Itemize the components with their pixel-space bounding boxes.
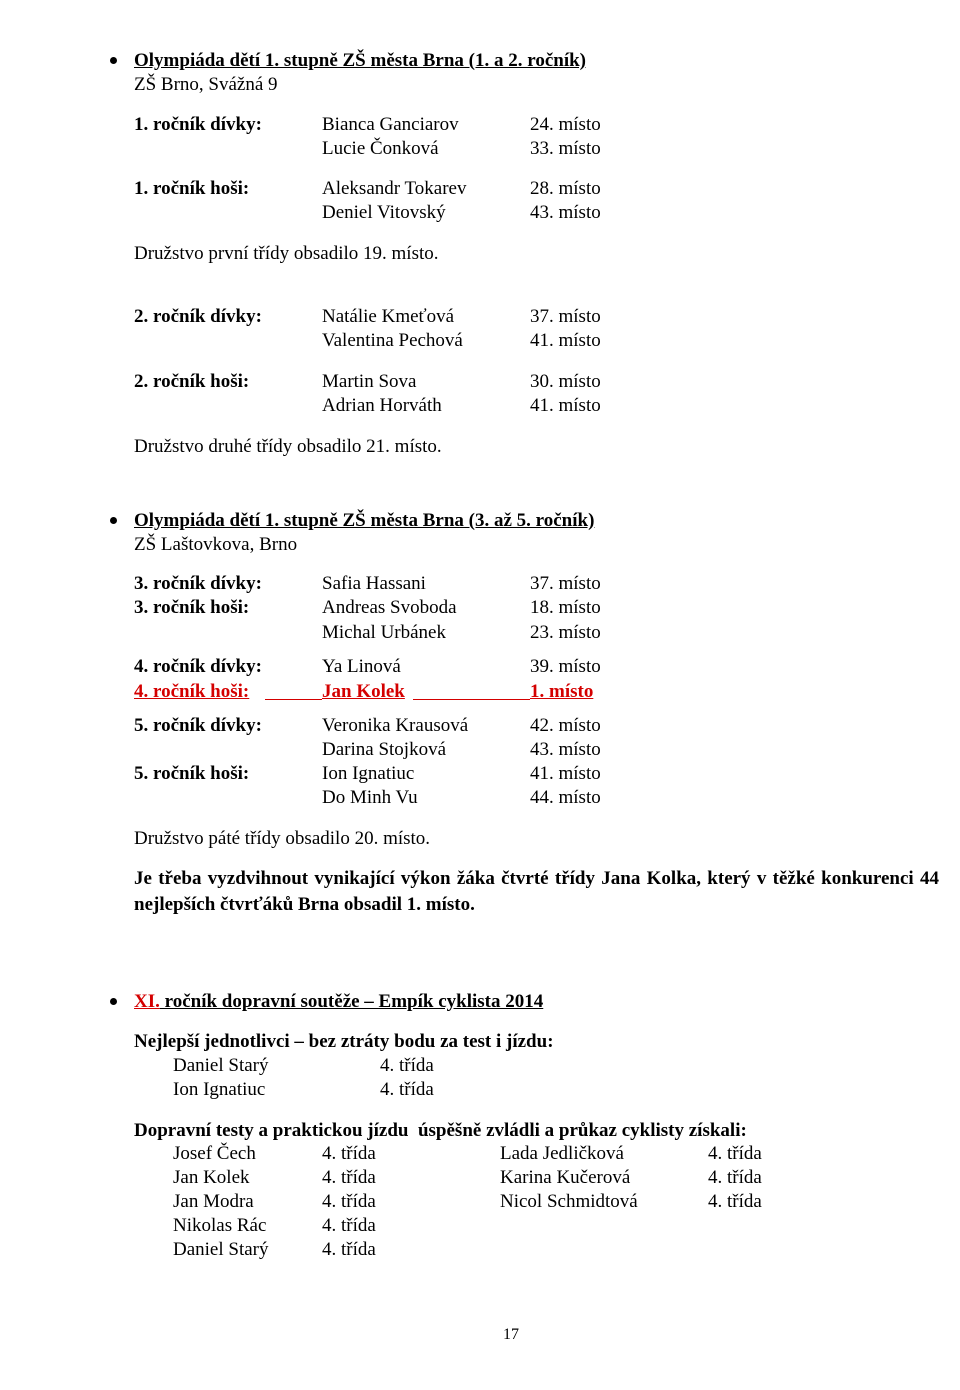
label-g5-boys: 5. ročník hoši: [134, 763, 250, 784]
place-g4-girls-1: 39. místo [530, 656, 601, 677]
label-g1-boys: 1. ročník hoši: [134, 178, 250, 199]
label-g2-boys: 2. ročník hoši: [134, 371, 250, 392]
right-class-3: 4. třída [708, 1191, 762, 1212]
place-g1-boys-2: 43. místo [530, 202, 601, 223]
left-name-3: Jan Modra [173, 1191, 254, 1212]
section2-title: Olympiáda dětí 1. stupně ZŠ města Brna (3. až 5. ročník) [134, 510, 595, 531]
label-g3-girls: 3. ročník dívky: [134, 573, 262, 594]
title-rest: ročník dopravní soutěže – Empík cyklista 2014 [159, 991, 544, 1012]
name-g5-girls-2: Darina Stojková [322, 739, 447, 760]
license-heading: Dopravní testy a praktickou jízdu úspěšně zvládli a průkaz cyklisty získali: [134, 1120, 747, 1141]
section1-venue: ZŠ Brno, Svážná 9 [134, 74, 278, 95]
label-g4-girls: 4. ročník dívky: [134, 656, 262, 677]
place-g1-girls-2: 33. místo [530, 138, 601, 159]
section3-title [134, 991, 543, 1013]
label-g3-boys: 3. ročník hoši: [134, 597, 250, 618]
left-class-3: 4. třída [322, 1191, 376, 1212]
left-class-1: 4. třída [322, 1143, 376, 1164]
name-g4-boys-1: Jan Kolek [322, 681, 405, 702]
bullet-icon [110, 998, 117, 1005]
right-class-2: 4. třída [708, 1167, 762, 1188]
left-name-2: Jan Kolek [173, 1167, 250, 1188]
left-class-4: 4. třída [322, 1215, 376, 1236]
team1-result: Družstvo první třídy obsadilo 19. místo. [134, 243, 439, 264]
place-g3-boys-2: 23. místo [530, 622, 601, 643]
label-g4-boys: 4. ročník hoši: [134, 681, 250, 702]
right-name-2: Karina Kučerová [500, 1167, 631, 1188]
label-g2-girls: 2. ročník dívky: [134, 306, 262, 327]
right-class-1: 4. třída [708, 1143, 762, 1164]
bullet-icon [110, 57, 117, 64]
name-g5-boys-1: Ion Ignatiuc [322, 763, 415, 784]
name-g2-boys-1: Martin Sova [322, 371, 417, 392]
name-g3-boys-1: Andreas Svoboda [322, 597, 457, 618]
place-g1-girls-1: 24. místo [530, 114, 601, 135]
name-g2-girls-1: Natálie Kmeťová [322, 306, 455, 327]
title-prefix: XI. [134, 991, 160, 1012]
label-g5-girls: 5. ročník dívky: [134, 715, 262, 736]
name-g5-boys-2: Do Minh Vu [322, 787, 418, 808]
name-g2-girls-2: Valentina Pechová [322, 330, 463, 351]
highlight-paragraph: Je třeba vyzdvihnout vynikající výkon žáka čtvrté třídy Jana Kolka, který v těžké konkurenci 44 nejlepších čtvrťáků Brna obsadil 1. místo. [134, 868, 939, 915]
team5-result: Družstvo páté třídy obsadilo 20. místo. [134, 828, 431, 849]
best-heading: Nejlepší jednotlivci – bez ztráty bodu za test i jízdu: [134, 1031, 554, 1052]
team2-result: Družstvo druhé třídy obsadilo 21. místo. [134, 436, 442, 457]
left-name-4: Nikolas Rác [173, 1215, 267, 1236]
left-name-5: Daniel Starý [173, 1239, 269, 1260]
name-g3-girls-1: Safia Hassani [322, 573, 426, 594]
right-name-1: Lada Jedličková [500, 1143, 624, 1164]
left-name-1: Josef Čech [173, 1143, 256, 1164]
name-g2-boys-2: Adrian Horváth [322, 395, 442, 416]
place-g4-boys-1: 1. místo [530, 681, 594, 702]
name-g1-boys-1: Aleksandr Tokarev [322, 178, 467, 199]
gap-underline [413, 681, 530, 703]
name-g4-girls-1: Ya Linová [322, 656, 401, 677]
place-g5-girls-1: 42. místo [530, 715, 601, 736]
section1-title: Olympiáda dětí 1. stupně ZŠ města Brna (1. a 2. ročník) [134, 50, 586, 71]
place-g3-girls-1: 37. místo [530, 573, 601, 594]
best-class-2: 4. třída [380, 1079, 434, 1100]
place-g5-girls-2: 43. místo [530, 739, 601, 760]
best-name-2: Ion Ignatiuc [173, 1079, 266, 1100]
place-g2-girls-2: 41. místo [530, 330, 601, 351]
place-g5-boys-2: 44. místo [530, 787, 601, 808]
gap-underline [265, 681, 322, 703]
place-g3-boys-1: 18. místo [530, 597, 601, 618]
place-g2-boys-1: 30. místo [530, 371, 601, 392]
place-g1-boys-1: 28. místo [530, 178, 601, 199]
section2-venue: ZŠ Laštovkova, Brno [134, 534, 298, 555]
name-g1-boys-2: Deniel Vitovský [322, 202, 446, 223]
left-class-2: 4. třída [322, 1167, 376, 1188]
place-g2-girls-1: 37. místo [530, 306, 601, 327]
page-number: 17 [503, 1326, 519, 1343]
right-name-3: Nicol Schmidtová [500, 1191, 638, 1212]
name-g5-girls-1: Veronika Krausová [322, 715, 469, 736]
name-g1-girls-1: Bianca Ganciarov [322, 114, 459, 135]
bullet-icon [110, 517, 117, 524]
name-g3-boys-2: Michal Urbánek [322, 622, 446, 643]
best-name-1: Daniel Starý [173, 1055, 269, 1076]
left-class-5: 4. třída [322, 1239, 376, 1260]
name-g1-girls-2: Lucie Čonková [322, 138, 439, 159]
place-g2-boys-2: 41. místo [530, 395, 601, 416]
best-class-1: 4. třída [380, 1055, 434, 1076]
label-g1-girls: 1. ročník dívky: [134, 114, 262, 135]
place-g5-boys-1: 41. místo [530, 763, 601, 784]
